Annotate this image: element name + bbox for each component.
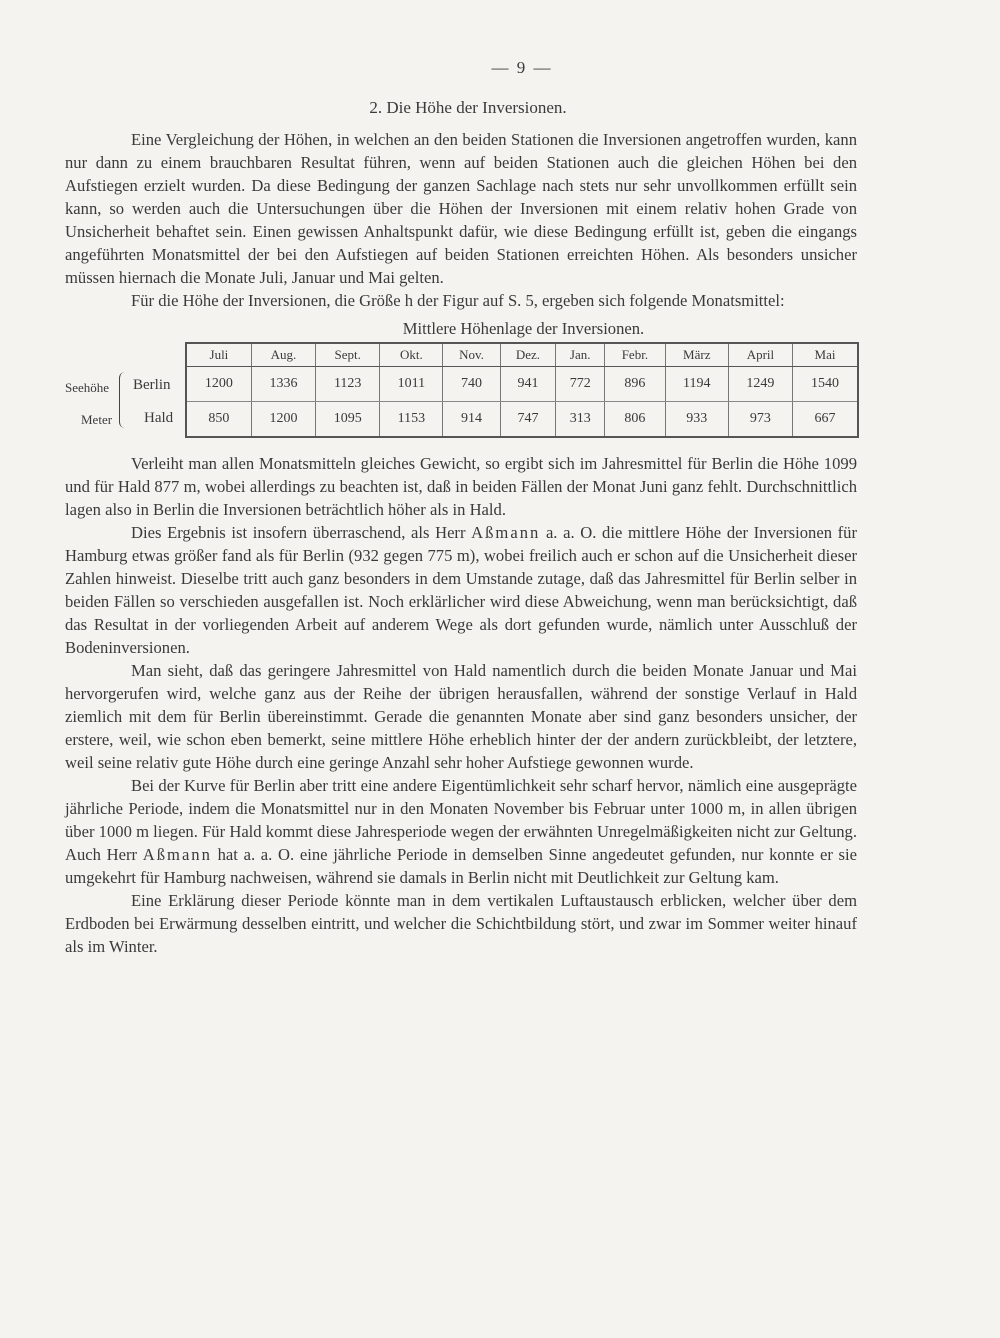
section-title: 2. Die Höhe der Inversionen. (369, 98, 567, 117)
table-cell: 850 (208, 411, 230, 426)
table-cell: 313 (556, 402, 605, 438)
table-cell: 1095 (316, 402, 380, 438)
table-cell: 941 (500, 367, 556, 402)
table-cell: 1200 (186, 367, 251, 402)
paragraph-6-start: Bei der Kurve für Berlin aber tritt eine andere Eigentümlichkeit sehr scharf hervor, nämlich eine ausgeprägte jährliche Periode, indem die Monatsmittel nur in den Monaten November bis Februar unter 1000 m, in allen übrigen über 1000 m liegen. Für Hald kommt diese Jahresperiode wegen der erwähnten Unregelmäßigkeiten nicht zur Geltung. Auch Herr (65, 776, 857, 864)
paragraph-4-rest: a. a. O. die mittlere Höhe der Inversionen für Hamburg etwas größer fand als für Berlin (932 gegen 775 m), wobei freilich auch er schon auf die Unsicherheit dieser Zahlen hinweist. Dieselbe tritt auch ganz besonders in dem Umstande zutage, daß das Jahresmittel für Berlin selber in beiden Fällen so verschieden ausgefallen ist. Noch erklärlicher wird diese Abweichung, wenn man berücksichtigt, daß das Resultat in der vorliegenden Arbeit auf anderem Wege als dort gefunden wurde, nämlich unter Ausschluß der Bodeninversionen. (65, 523, 857, 657)
page-number: — 9 — (491, 58, 553, 77)
table-cell: 896 (605, 367, 666, 402)
paragraph-5: Man sieht, daß das geringere Jahresmittel von Hald namentlich durch die beiden Monate Januar und Mai hervorgerufen wird, welche ganz aus der Reihe der übrigen herausfallen, während der sonstige Verlauf in Hald ziemlich mit dem für Berlin übereinstimmt. Gerade die genannten Monate aber sind ganz besonders unsicher, der erstere, weil, wie schon eben bemerkt, seine mittlere Höhe erheblich hinter der der andern zurückbleibt, der letztere, weil seine relativ gute Höhe durch eine geringe Anzahl sehr hoher Aufstiege gewonnen wurde. (65, 661, 857, 772)
table-cell: 973 (728, 402, 792, 438)
month-header: Febr. (605, 343, 666, 367)
month-header: Nov. (443, 343, 500, 367)
month-header: Juli (186, 343, 251, 367)
month-header: Jan. (556, 343, 605, 367)
paragraph-3: Verleiht man allen Monatsmitteln gleiches Gewicht, so ergibt sich im Jahresmittel für Berlin die Höhe 1099 und für Hald 877 m, wobei allerdings zu beachten ist, daß in beiden Fällen der Monat Juni ganz fehlt. Durchschnittlich lagen also in Berlin die Inversionen beträchtlich höher als in Hald. (65, 454, 857, 519)
table-cell: 1249 (728, 367, 792, 402)
table-cell: 1200 (251, 402, 315, 438)
month-header: Sept. (316, 343, 380, 367)
table-cell: 914 (443, 402, 500, 438)
paragraph-1: Eine Vergleichung der Höhen, in welchen an den beiden Stationen die Inversionen angetroffen wurden, kann nur dann zu einem brauchbaren Resultat führen, wenn auf beiden Stationen auch die gleichen Höhen bei den Aufstiegen erzielt wurden. Da diese Bedingung der ganzen Sachlage nach stets nur sehr unvollkommen erfüllt sein kann, so werden auch die Untersuchungen über die Höhen der Inversionen mit einem relativ hohen Grade von Unsicherheit behaftet sein. Einen gewissen Anhaltspunkt dafür, wie diese Bedingung erfüllt ist, geben die eingangs angeführten Monatsmittel der bei den Aufstiegen auf beiden Stationen erreichten Höhen. Als besonders unsicher müssen hiernach die Monate Juli, Januar und Mai gelten. (65, 130, 857, 287)
inversion-table-block (65, 342, 857, 438)
table-caption: Mittlere Höhenlage der Inversionen. (402, 319, 645, 338)
inversion-table (185, 342, 859, 438)
table-cell: 772 (556, 367, 605, 402)
station-label-berlin: Berlin (133, 377, 171, 393)
unit-label-seehoehe: Seehöhe (65, 380, 110, 395)
month-header: März (665, 343, 728, 367)
author-name: Aßmann (471, 523, 541, 542)
table-cell: 1011 (380, 367, 443, 402)
row-labels (65, 342, 185, 438)
month-header: April (728, 343, 792, 367)
table-cell: 1123 (316, 367, 380, 402)
table-cell: 747 (500, 402, 556, 438)
paragraph-7: Eine Erklärung dieser Periode könnte man in dem vertikalen Luftaustausch erblicken, welcher über dem Erdboden bei Erwärmung desselben eintritt, und welcher die Schichtbildung stört, und zwar im Sommer weiter hinauf als im Winter. (65, 891, 857, 956)
station-label-hald: Hald (144, 410, 174, 426)
author-name: Aßmann (142, 845, 212, 864)
paragraph-2: Für die Höhe der Inversionen, die Größe h der Figur auf S. 5, ergeben sich folgende Monatsmittel: (131, 291, 785, 310)
table-cell: 1194 (665, 367, 728, 402)
table-row-berlin (186, 367, 858, 402)
brace-mark (119, 372, 126, 428)
paragraph-6-rest: hat a. a. O. eine jährliche Periode in demselben Sinne angedeutet gefunden, nur konnte er sie umgekehrt für Hamburg nachweisen, während sie damals in Berlin nicht mit Deutlichkeit zur Geltung kam. (65, 845, 857, 887)
table-row-hald (186, 402, 858, 438)
table-cell: 667 (793, 402, 858, 438)
table-cell: 806 (605, 402, 666, 438)
unit-label-meter: Meter (81, 412, 113, 427)
table-cell: 1336 (251, 367, 315, 402)
paragraph-6 (65, 774, 857, 889)
table-cell: 1153 (380, 402, 443, 438)
month-header: Okt. (380, 343, 443, 367)
table-cell: 740 (443, 367, 500, 402)
month-header: Mai (793, 343, 858, 367)
table-cell: 1540 (793, 367, 858, 402)
paragraph-4 (65, 521, 857, 659)
page-content (65, 58, 857, 958)
month-header: Aug. (251, 343, 315, 367)
month-header: Dez. (500, 343, 556, 367)
table-cell: 933 (665, 402, 728, 438)
paragraph-4-start: Dies Ergebnis ist insofern überraschend, als Herr (131, 523, 472, 542)
header-row (186, 343, 858, 367)
